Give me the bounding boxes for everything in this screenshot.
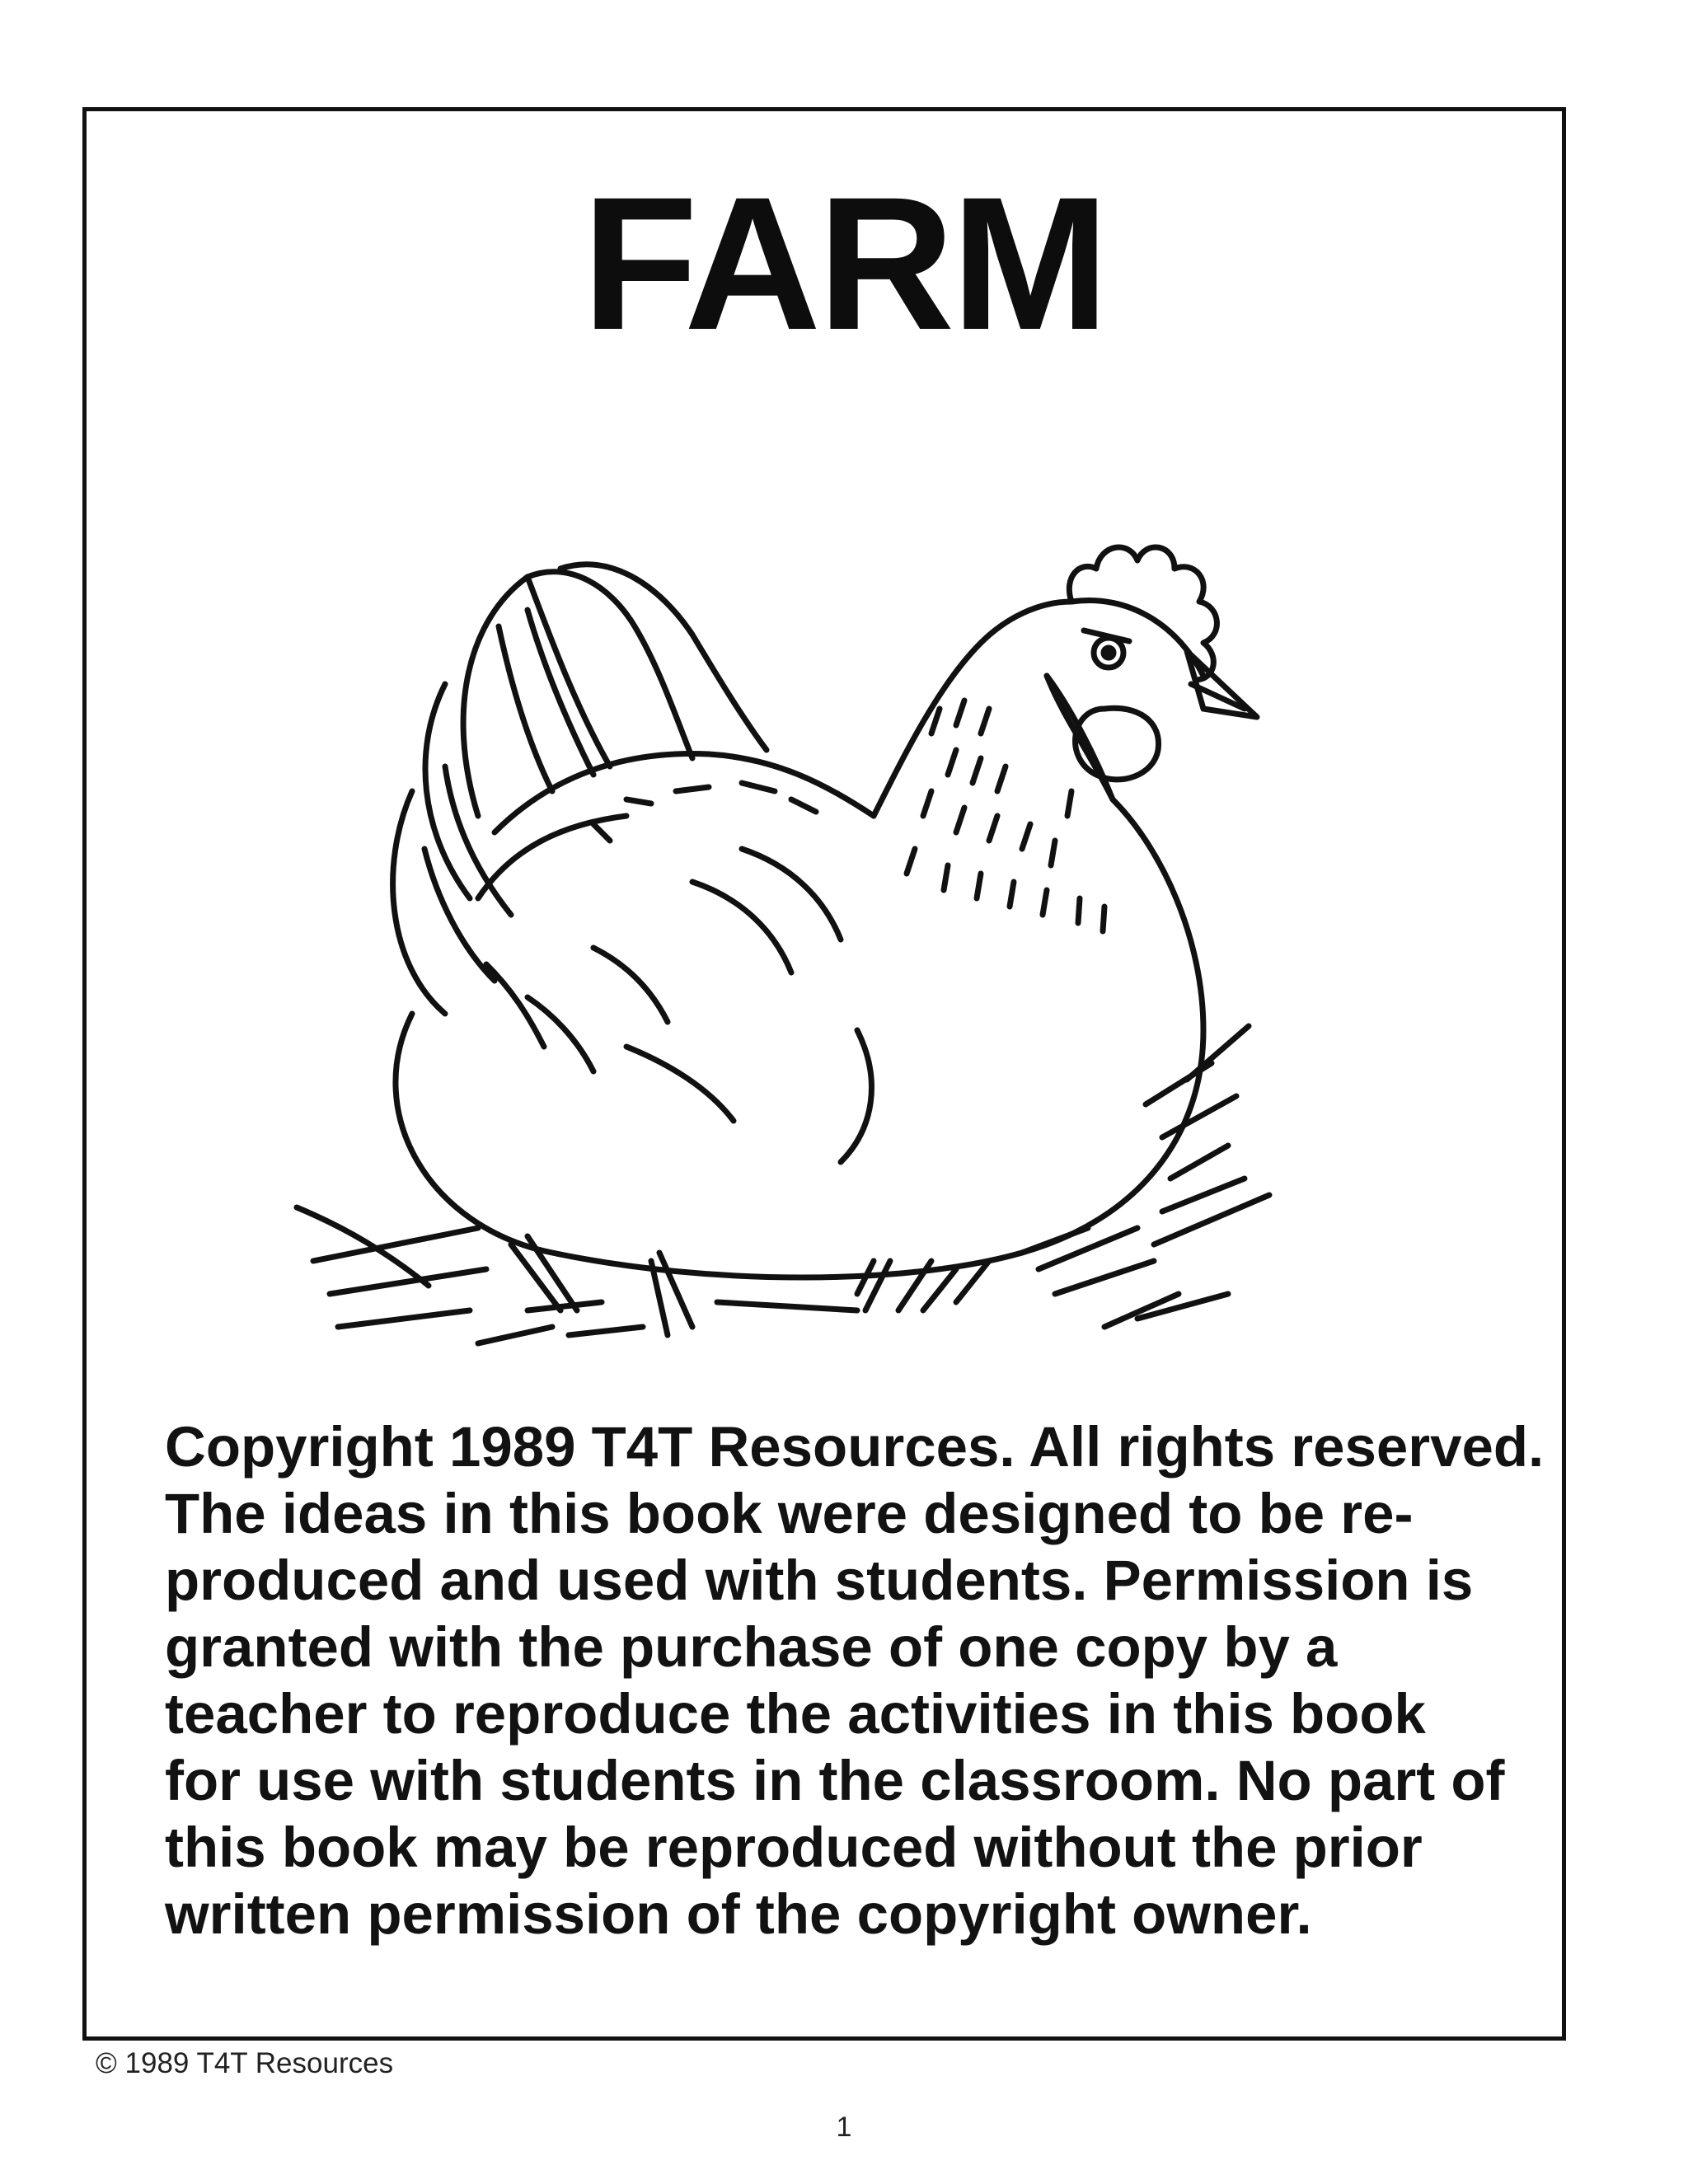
copyright-line: this book may be reproduced without the prior [165,1816,1423,1879]
copyright-line: Copyright 1989 T4T Resources. All rights reserved. [165,1415,1545,1479]
footer-credit: © 1989 T4T Resources [96,2047,394,2079]
copyright-line: written permission of the copyright owner. [165,1882,1312,1946]
page-number: 1 [836,2111,852,2143]
copyright-notice [165,1413,1545,1947]
copyright-line: for use with students in the classroom. No part of [165,1749,1505,1812]
hen-icon [280,437,1352,1376]
copyright-line: The ideas in this book were designed to be re- [165,1482,1414,1545]
page-title: FARM [582,157,1106,369]
copyright-line: granted with the purchase of one copy by a [165,1615,1338,1679]
copyright-line: produced and used with students. Permission is [165,1549,1474,1612]
copyright-line: teacher to reproduce the activities in this book [165,1682,1426,1746]
